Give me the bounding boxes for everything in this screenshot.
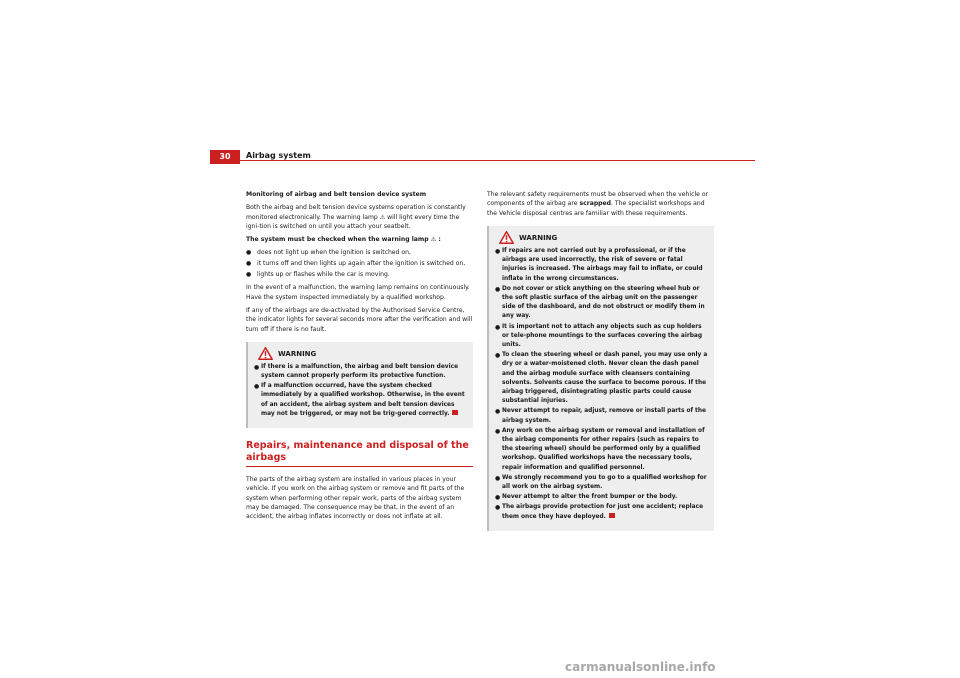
scrapping-text-end: . The specialist workshops and the Vehicle disposal centres are familiar with these requirements. <box>487 200 705 217</box>
list-item-text: Never attempt to repair, adjust, remove or install parts of the airbag system. <box>502 408 706 424</box>
check-list <box>246 248 473 279</box>
list-item-text: Any work on the airbag system or removal and installation of the airbag components for other repairs (such as repairs to the steering wheel) should be performed only by a qualified workshop. Qualified workshops have the necessary tools, repair information and qualified personnel. <box>502 427 705 471</box>
malfunction-text: In the event of a malfunction, the warning lamp remains on continuously. Have the system inspected immediately by a qualified workshop. <box>246 284 470 301</box>
scrapping-text-emphasis: scrapped <box>579 200 612 208</box>
list-item-text: lights up or flashes while the car is moving. <box>257 271 390 279</box>
deactivated-text: If any of the airbags are de-activated by the Authorised Service Centre, the indicator lights for several seconds more after the verification and will turn off if there is no fault. <box>246 306 473 333</box>
list-item <box>495 427 708 473</box>
section-title: Repairs, maintenance and disposal of the airbags <box>246 440 469 464</box>
end-mark-icon <box>452 410 458 415</box>
bullet-icon: ● <box>246 249 252 257</box>
right-column <box>487 190 714 543</box>
list-item-text: It is important not to attach any objects such as cup holders or tele-phone mountings to the surfaces covering the airbag units. <box>502 323 703 348</box>
bullet-icon: ● <box>495 352 501 360</box>
list-item <box>246 248 473 257</box>
scrapping-text <box>487 190 714 218</box>
warning-list <box>495 247 708 522</box>
left-column <box>246 190 473 526</box>
list-item-text: To clean the steering wheel or dash panel, you may use only a dry or a water-moistened cloth. Never clean the dash panel and the airbag module surface with cleansers containing solvents. Solvents cause the surface to become porous. If the airbag triggered, disintegrating plastic parts could cause substantial injuries. <box>502 352 708 405</box>
monitoring-intro: Both the airbag and belt tension device systems operation is constantly monitored electronically. The warning lamp ⚠ will light every time the igni-tion is switched on until you attach your seatbelt. <box>246 204 466 230</box>
list-item-text: If a malfunction occurred, have the system checked immediately by a qualified workshop. Otherwise, in the event of an accident, the airbag system and belt tension devices may not be triggered, or may not be trig-gered correctly. <box>261 383 465 417</box>
list-item-text: does not light up when the ignition is switched on, <box>257 249 411 257</box>
bullet-icon: ● <box>495 285 501 293</box>
list-item <box>495 407 708 425</box>
list-item <box>495 493 708 502</box>
list-item <box>246 270 473 279</box>
warning-label: WARNING <box>278 349 317 358</box>
page-title: Airbag system <box>246 151 311 160</box>
bullet-icon: ● <box>495 427 501 435</box>
page-number: 30 <box>210 150 240 164</box>
page-header <box>210 150 755 164</box>
bullet-icon: ● <box>246 260 252 268</box>
bullet-icon: ● <box>495 323 501 331</box>
list-item-text: The airbags provide protection for just one accident; replace them once they have deployed. <box>502 504 704 520</box>
bullet-icon: ● <box>254 363 260 371</box>
list-item <box>495 323 708 351</box>
check-label: The system must be checked when the warning lamp ⚠ : <box>246 236 441 244</box>
list-item <box>495 285 708 322</box>
bullet-icon: ● <box>495 494 501 502</box>
list-item-text: Never attempt to alter the front bumper or the body. <box>502 494 678 501</box>
section-divider <box>246 466 473 467</box>
bullet-icon: ● <box>495 247 501 255</box>
warning-header <box>495 232 708 245</box>
list-item <box>495 474 708 492</box>
end-mark-icon <box>609 513 615 518</box>
warning-triangle-icon <box>499 231 514 244</box>
bullet-icon: ● <box>246 271 252 279</box>
warning-header <box>254 348 467 361</box>
bullet-icon: ● <box>495 474 501 482</box>
warning-list <box>254 363 467 419</box>
warning-box <box>487 226 714 531</box>
list-item-text: If there is a malfunction, the airbag and belt tension device system cannot properly perform its protective function. <box>261 363 459 380</box>
list-item <box>495 351 708 406</box>
header-divider <box>240 160 755 161</box>
list-item <box>495 247 708 284</box>
footer-watermark: carmanualsonline.info <box>565 660 716 674</box>
list-item-text: We strongly recommend you to go to a qualified workshop for all work on the airbag system. <box>502 474 707 490</box>
list-item-text: If repairs are not carried out by a professional, or if the airbags are used incorrectly, the risk of severe or fatal injuries is increased. The airbags may fail to inflate, or could inflate in the wrong circumstances. <box>502 247 703 282</box>
list-item <box>254 382 467 419</box>
warning-triangle-icon <box>258 347 273 360</box>
list-item-text: it turns off and then lights up again after the ignition is switched on, <box>257 260 466 268</box>
bullet-icon: ● <box>254 383 260 391</box>
section-text: The parts of the airbag system are installed in various places in your vehicle. If you work on the airbag system or remove and fit parts of the system when performing other repair work, parts of the airbag system may be damaged. The consequence may be that, in the event of an accident, the airbag inflates incorrectly or does not inflate at all. <box>246 476 465 521</box>
list-item-text: Do not cover or stick anything on the steering wheel hub or the soft plastic surface of the airbag unit on the passenger side of the dashboard, and do not obstruct or modify them in any way. <box>502 285 705 320</box>
warning-box <box>246 342 473 428</box>
bullet-icon: ● <box>495 408 501 416</box>
list-item <box>495 503 708 521</box>
list-item <box>254 363 467 381</box>
bullet-icon: ● <box>495 504 501 512</box>
monitoring-heading: Monitoring of airbag and belt tension device system <box>246 191 427 198</box>
list-item <box>246 259 473 268</box>
scrapping-text-start: The relevant safety requirements must be observed when the vehicle or components of the airbag are <box>487 191 709 208</box>
warning-label: WARNING <box>519 233 558 242</box>
